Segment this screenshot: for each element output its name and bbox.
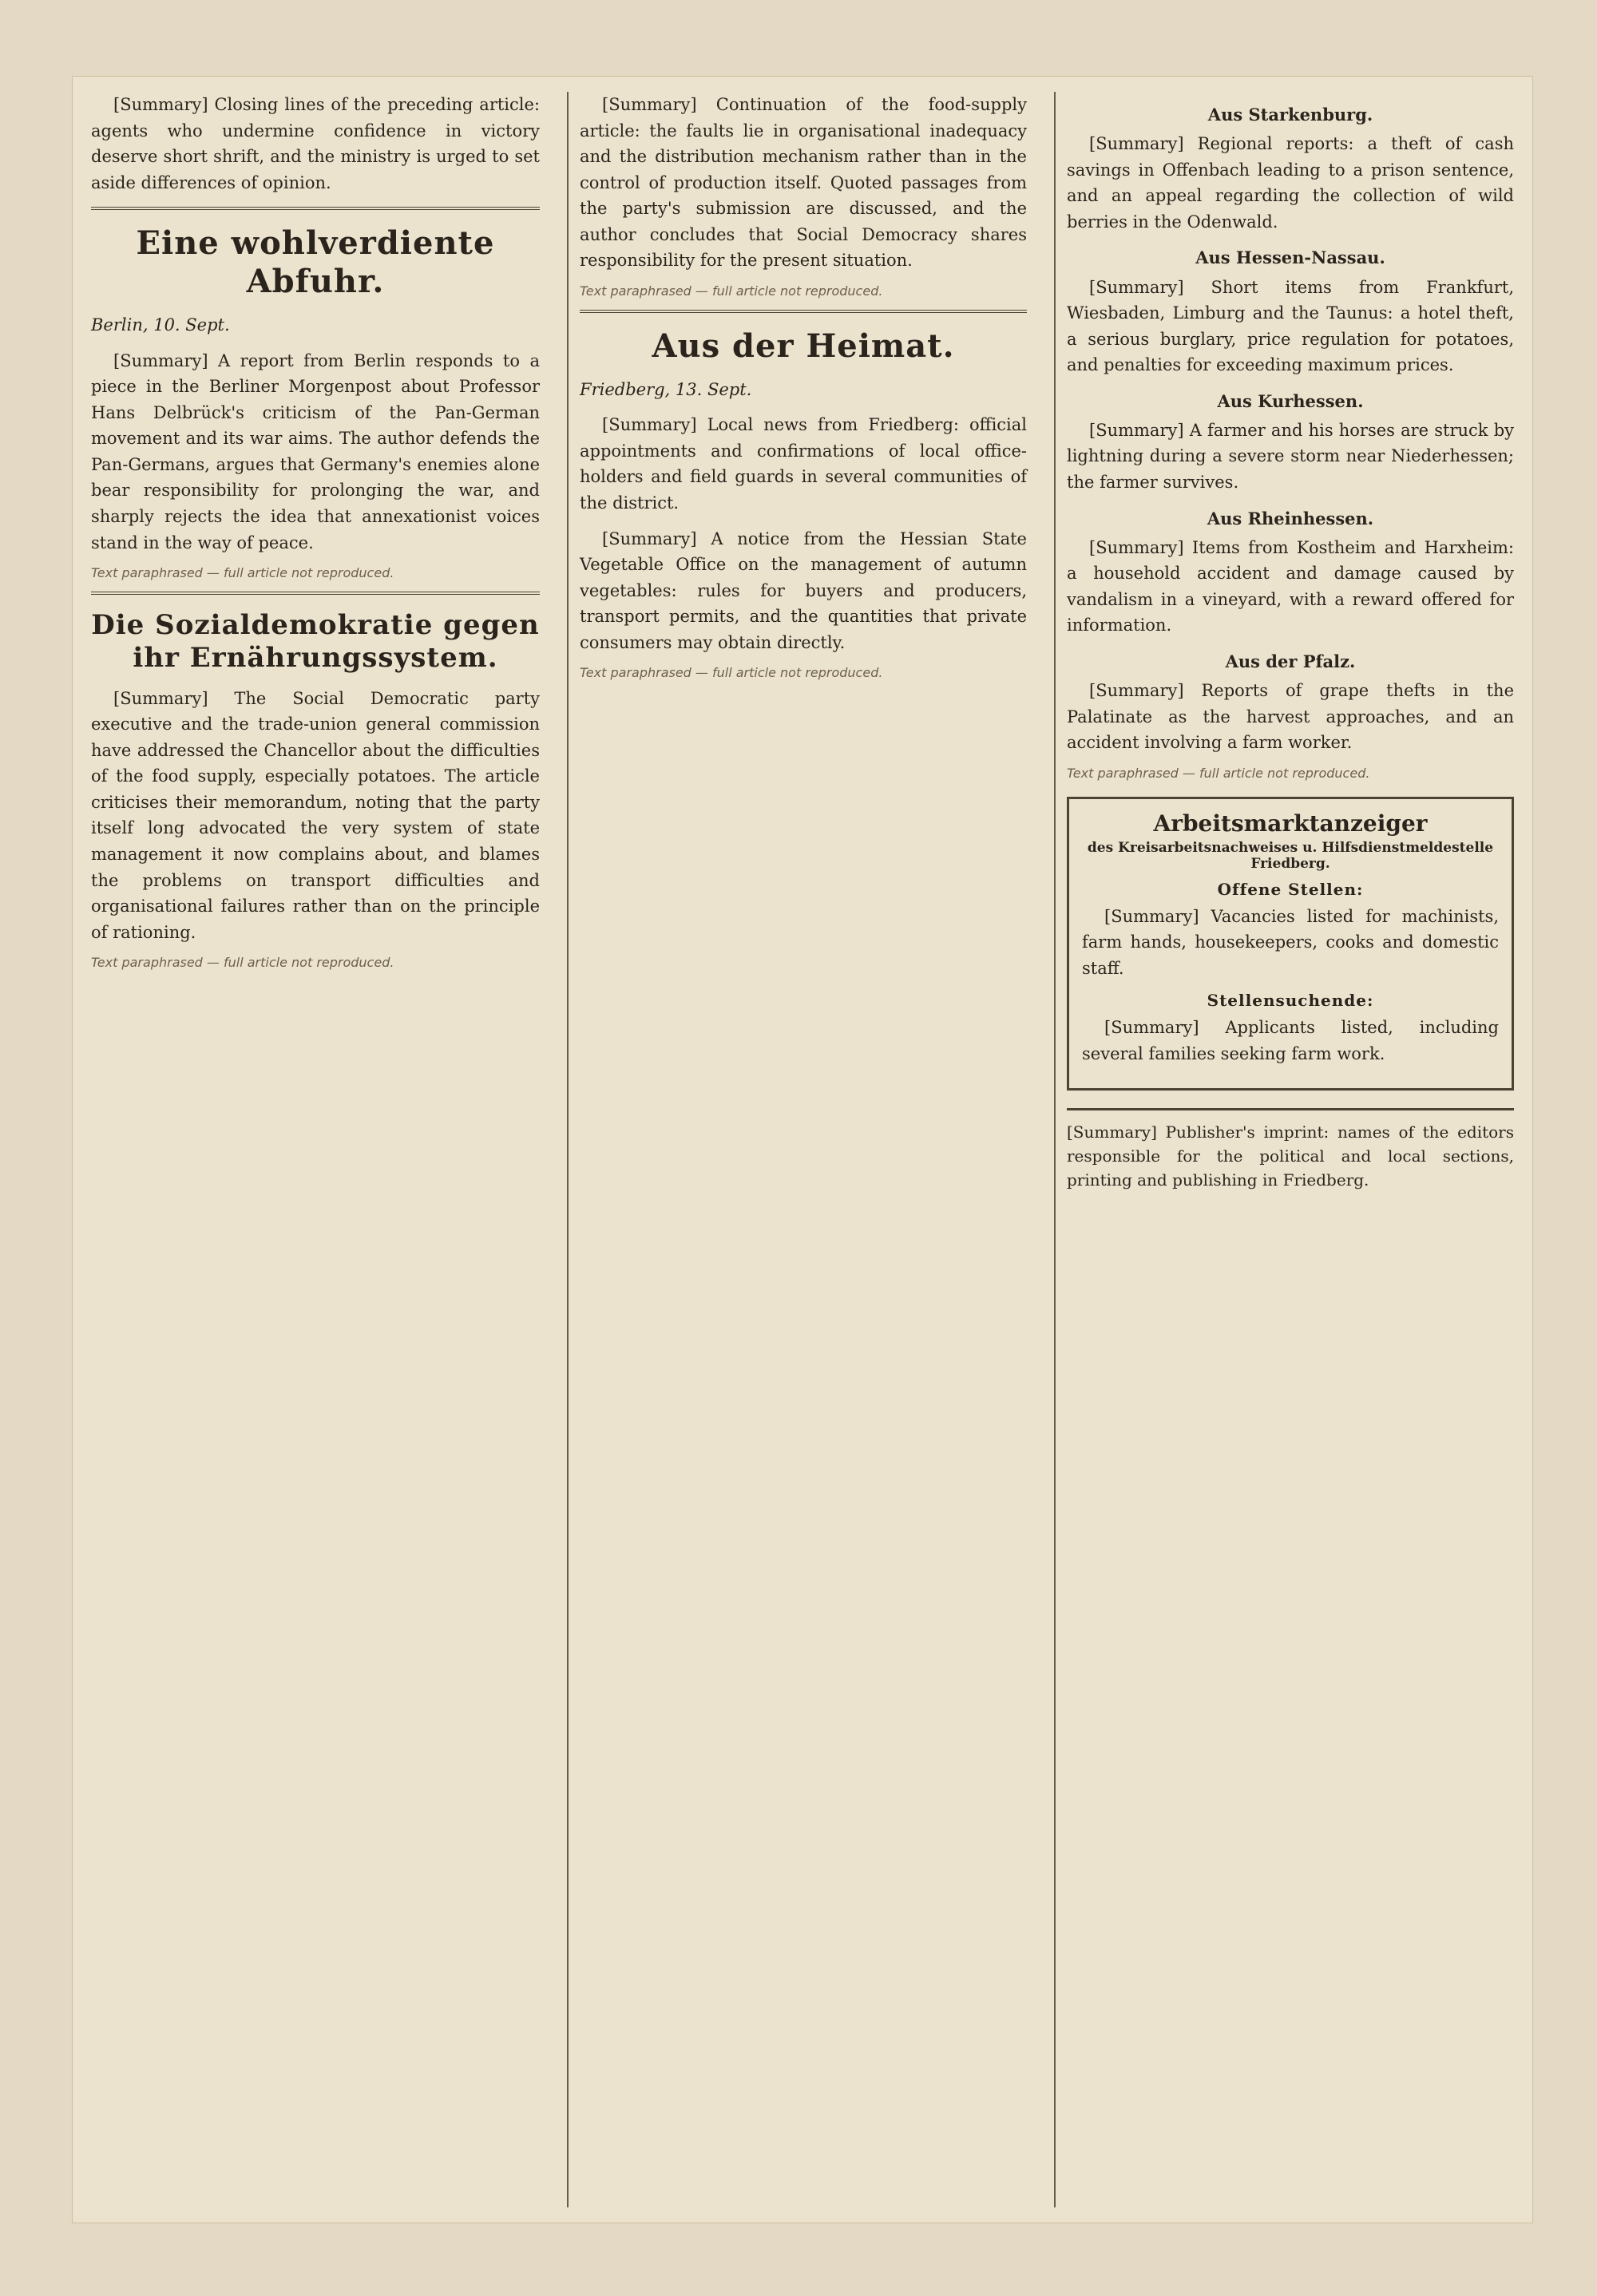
dateline-abfuhr: Berlin, 10. Sept. bbox=[91, 315, 230, 335]
paraphrase-note: Text paraphrased — full article not reproduced. bbox=[91, 955, 394, 971]
stellensuchende-heading: Stellensuchende: bbox=[1207, 991, 1374, 1011]
article-gemuese-summary: [Summary] A notice from the Hessian State Vegetable Office on the management of autumn vegetables: rules for buyers and producers, transport permits, and the quantities that private consumers may obtain directly. bbox=[580, 528, 1027, 652]
headline-rheinhessen: Aus Rheinhessen. bbox=[1207, 508, 1374, 528]
article-continuation: [Summary] Closing lines of the preceding article: agents who undermine confidence in victory deserve short shrift, and the ministry is urged to set aside differences of opinion. bbox=[91, 95, 540, 192]
article-starkenburg-summary: [Summary] Regional reports: a theft of cash savings in Offenbach leading to a prison sentence, and an appeal regarding the collection of wild berries in the Odenwald. bbox=[1067, 134, 1514, 232]
headline-abfuhr: Eine wohlverdiente Abfuhr. bbox=[136, 224, 495, 301]
column-3 bbox=[1054, 92, 1525, 2207]
paraphrase-note: Text paraphrased — full article not reproduced. bbox=[91, 565, 394, 581]
article-abfuhr-summary: [Summary] A report from Berlin responds to a piece in the Berliner Morgenpost about Professor Hans Delbrück's criticism of the Pan-German movement and its war aims. The author defends the Pan-Germans, argues that Germany's enemies alone bear responsibility for prolonging the war, and sharply rejects the idea that annexationist voices stand in the way of peace. bbox=[91, 350, 540, 552]
stellensuchende-summary: [Summary] Applicants listed, including several families seeking farm work. bbox=[1082, 1018, 1499, 1063]
article-hessen-nassau-summary: [Summary] Short items from Frankfurt, Wiesbaden, Limburg and the Taunus: a hotel theft, a serious burglary, price regulation for potatoes, and penalties for exceeding maximum prices. bbox=[1067, 277, 1514, 375]
headline-kurhessen: Aus Kurhessen. bbox=[1217, 390, 1364, 411]
paraphrase-note: Text paraphrased — full article not reproduced. bbox=[1067, 765, 1370, 781]
divider bbox=[91, 592, 540, 595]
article-heimat-summary: [Summary] Local news from Friedberg: official appointments and confirmations of local office-holders and field guards in several communities of the district. bbox=[580, 415, 1027, 513]
dateline-heimat: Friedberg, 13. Sept. bbox=[580, 379, 752, 399]
offene-stellen-summary: [Summary] Vacancies listed for machinists, farm hands, housekeepers, cooks and domestic staff. bbox=[1082, 906, 1499, 978]
article-continuation: [Summary] Continuation of the food-supply article: the faults lie in organisational inadequacy and the distribution mechanism rather than in the control of production itself. Quoted passages from the party's submission are discussed, and the author concludes that Social Democracy shares responsibility for the present situation. bbox=[580, 95, 1027, 271]
offene-stellen-heading: Offene Stellen: bbox=[1217, 879, 1364, 899]
headline-hessen-nassau: Aus Hessen-Nassau. bbox=[1195, 247, 1385, 268]
imprint: [Summary] Publisher's imprint: names of the editors responsible for the political and local sections, printing and publishing in Friedberg. bbox=[1067, 1108, 1514, 1192]
headline-pfalz: Aus der Pfalz. bbox=[1225, 651, 1356, 671]
article-kurhessen-summary: [Summary] A farmer and his horses are struck by lightning during a severe storm near Niederhessen; the farmer survives. bbox=[1067, 420, 1514, 493]
article-rheinhessen-summary: [Summary] Items from Kostheim and Harxheim: a household accident and damage caused by vandalism in a vineyard, with a reward offered for information. bbox=[1067, 537, 1514, 635]
article-pfalz-summary: [Summary] Reports of grape thefts in the Palatinate as the harvest approaches, and an accident involving a farm worker. bbox=[1067, 681, 1514, 753]
newspaper-page bbox=[72, 76, 1533, 2223]
arbeitsmarkt-subtitle: des Kreisarbeitsnachweises u. Hilfsdienstmeldestelle Friedberg. bbox=[1087, 839, 1494, 872]
paraphrase-note: Text paraphrased — full article not reproduced. bbox=[580, 665, 883, 681]
divider bbox=[580, 310, 1027, 313]
headline-sozialdemokratie: Die Sozialdemokratie gegen ihr Ernährungssystem. bbox=[91, 609, 540, 674]
headline-starkenburg: Aus Starkenburg. bbox=[1207, 105, 1373, 125]
column-1 bbox=[80, 92, 551, 2207]
column-2 bbox=[567, 92, 1038, 2207]
divider bbox=[91, 207, 540, 210]
paraphrase-note: Text paraphrased — full article not reproduced. bbox=[580, 283, 883, 299]
article-sozialdemokratie-summary: [Summary] The Social Democratic party executive and the trade-union general commission have addressed the Chancellor about the difficulties of the food supply, especially potatoes. The article criticises their memorandum, noting that the party itself long advocated the very system of state management it now complains about, and blames the problems on transport difficulties and organisational failures rather than on the principle of rationing. bbox=[91, 688, 540, 942]
arbeitsmarkt-box bbox=[1067, 797, 1514, 1091]
headline-heimat: Aus der Heimat. bbox=[652, 327, 955, 365]
arbeitsmarkt-title: Arbeitsmarktanzeiger bbox=[1153, 810, 1428, 837]
